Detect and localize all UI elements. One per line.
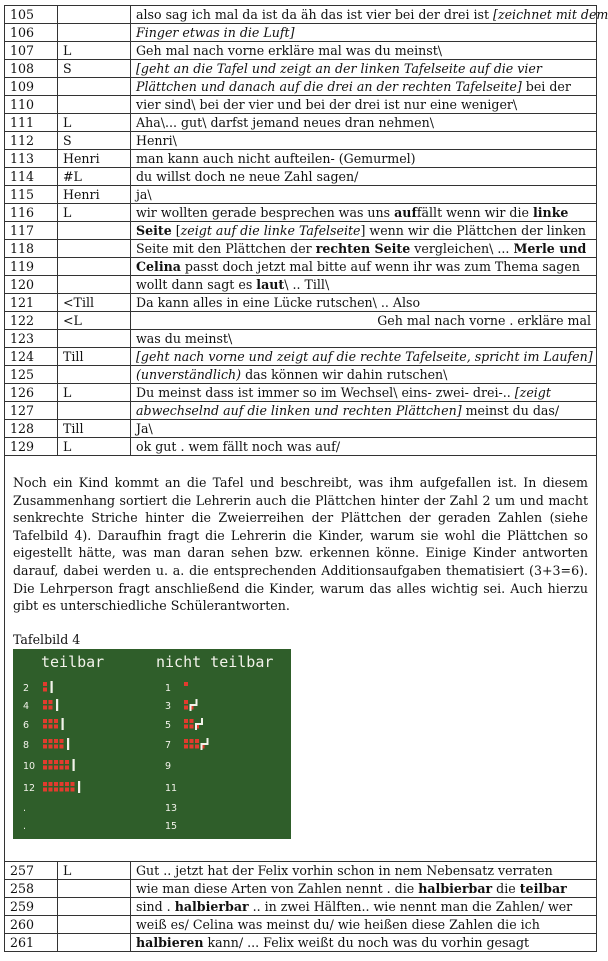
red-dot [184,705,188,709]
speaker [58,258,131,276]
speaker: L [58,42,131,60]
utterance [131,438,597,456]
utterance [131,330,597,348]
utterance-segment: (unverständlich) [136,367,242,382]
utterance-segment: bei der [521,79,571,94]
red-dot [195,739,199,743]
line-number: 126 [5,384,58,402]
utterance [131,204,597,222]
transcript-row [5,96,597,114]
utterance-segment: [geht an die Tafel und zeigt an der linken Tafelseite auf die vier [136,61,542,76]
utterance [131,240,597,258]
line-number: 123 [5,330,58,348]
document-page [4,5,608,952]
line-number: 259 [5,897,58,915]
utterance [131,933,597,951]
red-dot [71,787,75,791]
utterance [131,915,597,933]
red-dot [60,782,64,786]
line-number: 117 [5,222,58,240]
utterance-segment: vier sind\ bei der vier und bei der drei ist nur eine weniger\ [136,97,518,112]
transcript-row [5,384,597,402]
heading-left: teilbar [41,652,105,671]
utterance-segment: Henri\ [136,133,177,148]
left-number: . [23,820,27,832]
red-dot [54,744,58,748]
speaker [58,330,131,348]
red-dot [195,744,199,748]
red-dot [190,724,194,728]
line-number: 128 [5,420,58,438]
red-dot [49,700,53,704]
red-dot [54,739,58,743]
transcript-row [5,897,597,915]
red-dot [54,782,58,786]
transcript-row [5,861,597,879]
right-number: 15 [165,820,178,832]
utterance-segment: Geh mal nach vorne . erkläre mal [377,313,591,328]
speaker [58,96,131,114]
transcript-row [5,240,597,258]
utterance-segment: abwechselnd auf die linken und rechten Plättchen] [136,403,462,418]
speaker [58,897,131,915]
line-number: 127 [5,402,58,420]
red-dot [184,682,188,686]
red-dot [49,739,53,743]
line-number: 122 [5,312,58,330]
red-dot [49,782,53,786]
speaker [58,78,131,96]
utterance-segment: Aha\... gut\ darfst jemand neues dran nehmen\ [136,115,434,130]
red-dot [49,724,53,728]
utterance-segment: wie man diese Arten von Zahlen nennt . die [136,880,419,896]
line-number: 106 [5,24,58,42]
utterance [131,879,597,897]
speaker [58,6,131,24]
red-dot [60,739,64,743]
utterance [131,348,597,366]
left-number: . [23,802,27,814]
red-dot [43,705,47,709]
utterance-segment: Celina [136,259,181,274]
transcript-row [5,222,597,240]
utterance [131,312,597,330]
speaker [58,366,131,384]
speaker: Henri [58,186,131,204]
transcript-row [5,915,597,933]
transcript-row [5,132,597,150]
transcript-row [5,150,597,168]
transcript-row [5,258,597,276]
utterance-segment: zeigt auf die linke Tafelseite [180,223,361,238]
utterance-segment: die [492,880,520,896]
transcript-row [5,438,597,456]
transcript-row [5,420,597,438]
utterance-segment: meinst du das/ [461,403,560,418]
utterance-segment: ok gut . wem fällt noch was auf/ [136,439,341,454]
utterance [131,96,597,114]
transcript-row [5,42,597,60]
utterance-segment: rechten Seite [315,241,411,256]
utterance-segment: \ .. Till\ [284,277,330,292]
utterance [131,276,597,294]
utterance [131,24,597,42]
chalk-stroke [67,738,69,750]
utterance [131,294,597,312]
red-dot [49,719,53,723]
red-dot [71,782,75,786]
utterance [131,258,597,276]
speaker: L [58,384,131,402]
utterance [131,384,597,402]
left-number: 2 [23,682,30,694]
transcript-row [5,168,597,186]
utterance-segment: fällt wenn wir die [416,205,533,220]
transcript-row [5,402,597,420]
transcript-row [5,24,597,42]
transcript-row [5,879,597,897]
utterance-segment: auf [394,205,417,220]
utterance-segment: das können wir dahin rutschen\ [241,367,448,382]
line-number: 120 [5,276,58,294]
red-dot [184,724,188,728]
utterance [131,150,597,168]
speaker: Till [58,420,131,438]
line-number: 115 [5,186,58,204]
speaker: Till [58,348,131,366]
utterance-segment: .. in zwei Hälften.. wie nennt man die Zahlen/ wer [248,898,573,914]
line-number: 110 [5,96,58,114]
utterance [131,114,597,132]
red-dot [54,787,58,791]
utterance-segment: [ [171,223,181,238]
red-dot [184,744,188,748]
transcript-row [5,78,597,96]
line-number: 119 [5,258,58,276]
right-number: 7 [165,739,172,751]
utterance-segment: Ja\ [136,421,153,436]
red-dot [43,700,47,704]
speaker: L [58,861,131,879]
line-number: 124 [5,348,58,366]
chalk-stroke [51,681,53,693]
utterance-segment: ja\ [136,187,152,202]
utterance-segment: halbieren [136,934,204,950]
utterance-segment: Seite mit den Plättchen der [136,241,316,256]
utterance-segment: kann/ ... Felix weißt du noch was du vorhin gesagt [203,934,530,950]
figure-caption: Tafelbild 4 [13,631,81,647]
utterance-segment: Merle und [513,241,587,256]
heading-right: nicht teilbar [156,652,274,671]
red-dot [54,765,58,769]
utterance-segment: Finger etwas in die Luft] [136,25,295,40]
utterance [131,6,608,24]
line-number: 108 [5,60,58,78]
red-dot [43,719,47,723]
transcript-row [5,294,597,312]
utterance-segment: wollt dann sagt es [136,277,257,292]
line-number: 260 [5,915,58,933]
red-dot [49,744,53,748]
red-dot [60,760,64,764]
chalk-stroke [78,781,80,793]
red-dot [54,724,58,728]
utterance-segment: sind . [136,898,175,914]
red-dot [49,760,53,764]
transcript-row [5,276,597,294]
speaker: #L [58,168,131,186]
utterance-segment: Da kann alles in eine Lücke rutschen\ .. Also [136,295,421,310]
chalk-stroke [73,759,75,771]
left-number: 10 [23,760,36,772]
utterance-segment: Gut .. jetzt hat der Felix vorhin schon in nem Nebensatz verraten [136,862,553,878]
line-number: 112 [5,132,58,150]
red-dot [43,724,47,728]
utterance-segment: halbierbar [418,880,493,896]
transcript-row [5,60,597,78]
utterance [131,420,597,438]
red-dot [60,787,64,791]
transcript-row [5,366,597,384]
utterance [131,132,597,150]
speaker [58,879,131,897]
red-dot [184,739,188,743]
line-number: 257 [5,861,58,879]
line-number: 118 [5,240,58,258]
red-dot [184,700,188,704]
right-number: 1 [165,682,172,694]
speaker [58,402,131,420]
utterance-segment: ] wenn wir die Plättchen der linken [360,223,587,238]
transcript-table-top [4,5,608,456]
right-number: 13 [165,802,178,814]
right-number: 11 [165,782,178,794]
transcript-row [5,186,597,204]
speaker: Henri [58,150,131,168]
utterance-segment: Plättchen und danach auf die drei an der rechten Tafelseite] [136,79,522,94]
line-number: 114 [5,168,58,186]
line-number: 125 [5,366,58,384]
narrative-paragraph: Noch ein Kind kommt an die Tafel und beschreibt, was ihm aufgefallen ist. In diesem Zusammenhang sortiert die Lehrerin auch die Plättchen hinter der Zahl 2 um und macht senkrechte Striche hinter die Zweierreihen der Plättchen der geraden Zahlen (siehe Tafelbild 4). Daraufhin fragt die Lehrerin die Kinder, warum sie wohl die Plättchen so eigestellt hätte, was man daran sehen bzw. erkennen könne. Einige Kinder antworten darauf, dabei werden u. a. die entsprechenden Additionsaufgaben thematisiert (3+3=6). Die Lehrperson fragt anschließend die Kinder, warum das alles wichtig sei. Auch hierzu gibt es unterschiedliche Schülerantworten. [13,475,588,614]
red-dot [43,782,47,786]
transcript-row [5,204,597,222]
speaker: <L [58,312,131,330]
utterance-segment: laut [256,277,285,292]
right-number: 3 [165,700,172,712]
left-number: 4 [23,700,30,712]
utterance-segment: also sag ich mal da ist da äh das ist vier bei der drei ist [136,7,494,22]
transcript-row [5,312,597,330]
utterance-segment: vergleichen\ ... [410,241,514,256]
utterance-segment: Seite [136,223,172,238]
chalk-stroke [56,699,58,711]
red-dot [65,760,69,764]
utterance-segment: halbierbar [174,898,249,914]
speaker: L [58,438,131,456]
speaker: L [58,114,131,132]
speaker [58,24,131,42]
red-dot [49,705,53,709]
red-dot [190,739,194,743]
utterance-segment: man kann auch nicht aufteilen- (Gemurmel) [136,151,416,166]
speaker [58,915,131,933]
utterance-segment: Du meinst dass ist immer so im Wechsel\ eins- zwei- drei-.. [136,385,515,400]
line-number: 121 [5,294,58,312]
left-number: 12 [23,782,36,794]
utterance-segment: [geht nach vorne und zeigt auf die rechte Tafelseite, spricht im Laufen] [136,349,593,364]
utterance-segment: [zeigt [514,385,551,400]
speaker: S [58,60,131,78]
utterance-segment: passt doch jetzt mal bitte auf wenn ihr was zum Thema sagen [180,259,580,274]
line-number: 113 [5,150,58,168]
line-number: 111 [5,114,58,132]
red-dot [49,765,53,769]
board-background [13,649,291,839]
utterance [131,897,597,915]
speaker [58,276,131,294]
utterance [131,42,597,60]
utterance-segment: weiß es/ Celina was meinst du/ wie heißen diese Zahlen die ich [136,916,540,932]
speaker [58,933,131,951]
red-dot [43,787,47,791]
utterance-segment: du willst doch ne neue Zahl sagen/ [136,169,359,184]
red-dot [43,760,47,764]
right-number: 9 [165,760,172,772]
transcript-table-bottom [4,861,597,952]
narrative-section [4,456,597,861]
red-dot [65,765,69,769]
chalk-stroke [62,718,64,730]
utterance [131,402,597,420]
red-dot [43,744,47,748]
line-number: 109 [5,78,58,96]
line-number: 129 [5,438,58,456]
utterance [131,366,597,384]
red-dot [60,765,64,769]
line-number: 105 [5,6,58,24]
utterance-segment: linke [532,205,569,220]
red-dot [43,765,47,769]
utterance [131,186,597,204]
red-dot [43,739,47,743]
utterance [131,60,597,78]
utterance-segment: [zeichnet mit dem [493,7,608,22]
utterance-segment: wir wollten gerade besprechen was uns [136,205,395,220]
right-number: 5 [165,719,172,731]
utterance [131,861,597,879]
speaker: <Till [58,294,131,312]
red-dot [54,760,58,764]
transcript-row [5,933,597,951]
speaker: S [58,132,131,150]
red-dot [65,787,69,791]
red-dot [184,719,188,723]
speaker [58,240,131,258]
left-number: 6 [23,719,30,731]
line-number: 107 [5,42,58,60]
red-dot [60,744,64,748]
utterance-segment: was du meinst\ [136,331,233,346]
left-number: 8 [23,739,30,751]
red-dot [190,719,194,723]
speaker [58,222,131,240]
chalkboard-figure [13,649,291,839]
line-number: 261 [5,933,58,951]
red-dot [43,687,47,691]
red-dot [49,787,53,791]
utterance [131,222,597,240]
red-dot [54,719,58,723]
transcript-row [5,6,597,24]
utterance [131,78,597,96]
utterance [131,168,597,186]
transcript-row [5,330,597,348]
utterance-segment: Geh mal nach vorne erkläre mal was du meinst\ [136,43,443,58]
red-dot [190,744,194,748]
line-number: 116 [5,204,58,222]
utterance-segment: teilbar [519,880,567,896]
red-dot [43,682,47,686]
line-number: 258 [5,879,58,897]
speaker: L [58,204,131,222]
transcript-row [5,348,597,366]
transcript-row [5,114,597,132]
red-dot [65,782,69,786]
